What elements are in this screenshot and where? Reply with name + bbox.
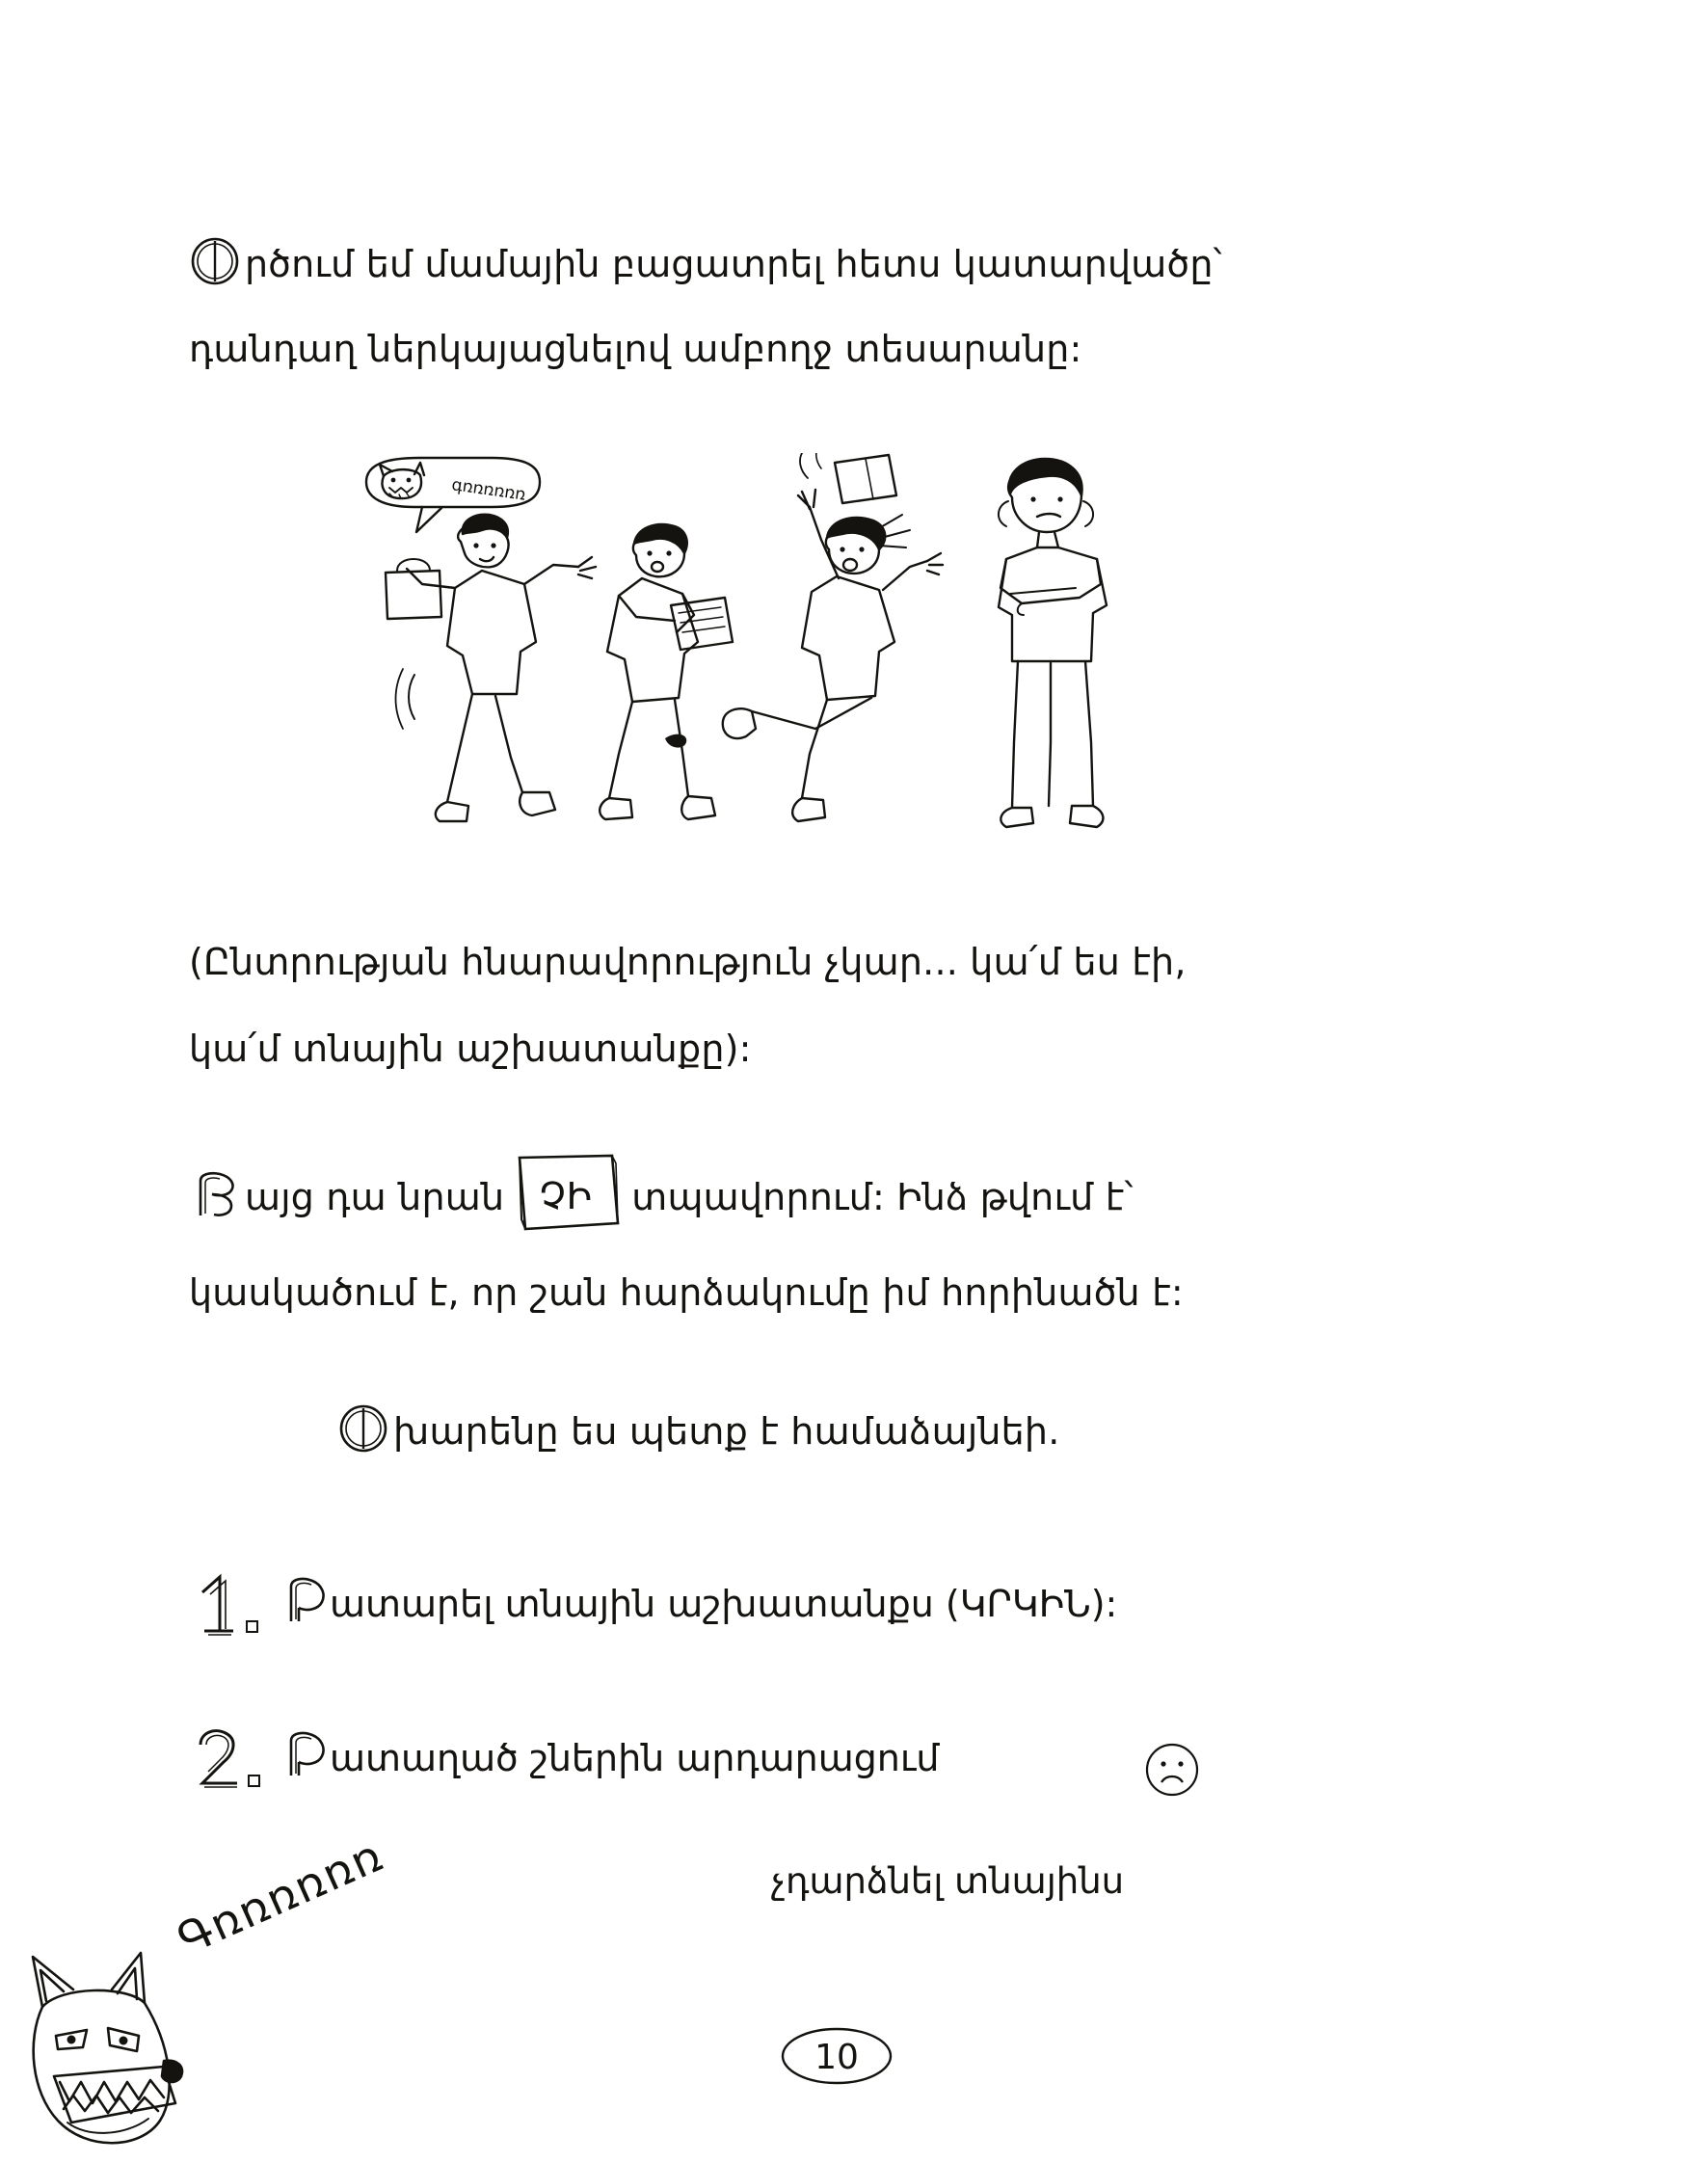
- paragraph-3-text-before: այց դա նրան: [245, 1176, 505, 1218]
- list-item-2-subtext: չդարձնել տնայինս: [771, 1860, 1125, 1902]
- list-item-2-label: ատաղած շներին արդարացում: [330, 1736, 940, 1779]
- inline-chi-box: [512, 1152, 624, 1235]
- paragraph-3: [189, 1152, 1587, 1323]
- paragraph-1-text-1: րծում եմ մամային բացատրել հետս կատարվածը՝: [245, 243, 1222, 285]
- paragraph-1-line-2: դանդաղ ներկայացնելով ամբողջ տեսարանը:: [189, 327, 1082, 370]
- wolf-sound-text: Գռռռռռռ: [170, 1829, 391, 1965]
- paragraph-1: [189, 235, 1538, 379]
- boy-with-notebook-figure: [600, 524, 733, 819]
- paragraph-1-line-1: [189, 235, 1538, 295]
- svg-text:գռռռռռռ: գռռռռռռ: [450, 475, 527, 505]
- boy-throwing-book-figure: [665, 453, 943, 821]
- paragraph-2: [189, 933, 1538, 1079]
- paragraph-3-line-1: [189, 1152, 1587, 1235]
- list-item-1: [189, 1571, 1117, 1641]
- page-number: [779, 2024, 894, 2088]
- paragraph-4-text: խարենը ես պետք է համաձայնեի.: [393, 1410, 1060, 1453]
- cap-k-2-icon: [281, 1729, 330, 1779]
- paragraph-4-line-1: [337, 1402, 1590, 1462]
- paragraph-2-line-2: կա՛մ տնային աշխատանքը):: [189, 1027, 752, 1070]
- list-item-2: [189, 1725, 940, 1795]
- paragraph-2-line-1: (Ընտրության հնարավորություն չկար... կա՛մ ես էի,: [189, 941, 1187, 983]
- list-number-1-icon: [189, 1571, 281, 1641]
- boy-with-bag-figure: [386, 515, 596, 821]
- sad-face-icon: [1142, 1740, 1202, 1800]
- list-item-2-text: [281, 1729, 940, 1792]
- illustration-scene: [347, 453, 1311, 906]
- dropcap-o-2-icon: [337, 1403, 391, 1454]
- paragraph-4: [337, 1402, 1590, 1462]
- list-item-1-label: ատարել տնային աշխատանքս (ԿՐԿԻՆ):: [330, 1582, 1118, 1625]
- dropcap-b-icon: [189, 1169, 243, 1219]
- list-number-2-icon: [189, 1725, 281, 1795]
- list-item-1-text: [281, 1575, 1117, 1638]
- mother-standing-figure: [999, 459, 1107, 827]
- dropcap-o-icon: [189, 236, 243, 286]
- cap-k-1-icon: [281, 1575, 330, 1625]
- inline-chi-label: ՉԻ: [539, 1175, 593, 1217]
- paragraph-3-line-2: կասկածում է, որ շան հարձակումը իմ հորինածն է:: [189, 1271, 1184, 1314]
- page-number-label: 10: [814, 2038, 859, 2077]
- paragraph-3-text-after: տպավորում: Ինձ թվում է՝: [631, 1176, 1134, 1218]
- wolf-head-icon: [19, 1947, 241, 2159]
